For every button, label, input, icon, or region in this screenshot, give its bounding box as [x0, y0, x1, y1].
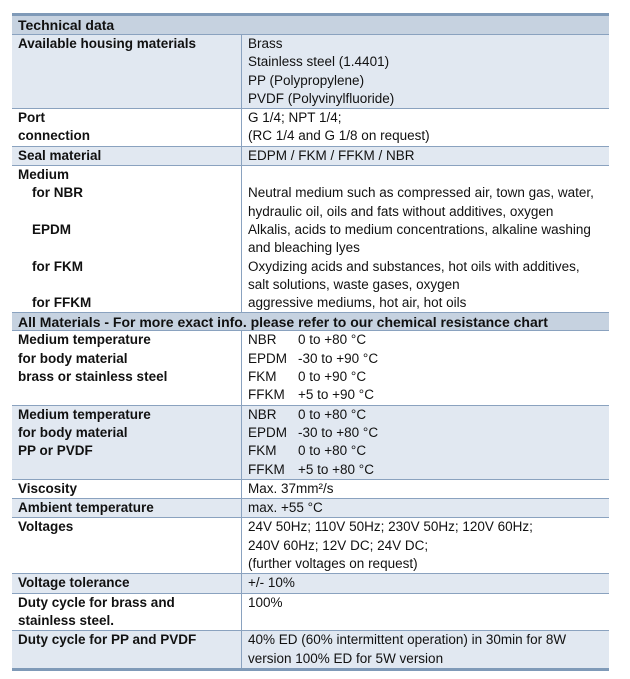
- row-tolerance: [12, 573, 609, 592]
- row-duty-brass: [12, 593, 609, 631]
- housing-values: Brass Stainless steel (1.4401) PP (Polypropylene) PVDF (Polyvinylfluoride): [248, 36, 395, 106]
- medium-labels: Medium for NBR EPDM for FKM for FFKM: [12, 166, 242, 312]
- row-seal: [12, 146, 609, 165]
- voltages-values: 24V 50Hz; 110V 50Hz; 230V 50Hz; 120V 60Hz; 240V 60Hz; 12V DC; 24V DC; (further voltages on request): [248, 519, 533, 572]
- duty-pp-values: 40% ED (60% intermittent operation) in 30min for 8W version 100% ED for 5W version: [248, 632, 567, 666]
- port-values: G 1/4; NPT 1/4; (RC 1/4 and G 1/8 on request): [248, 110, 430, 144]
- row-duty-pp: [12, 630, 609, 668]
- viscosity-value: Max. 37mm²/s: [248, 480, 334, 496]
- row-viscosity: [12, 479, 609, 498]
- technical-data-table: [12, 13, 609, 671]
- row-housing: [12, 34, 609, 108]
- viscosity-label: Viscosity: [12, 480, 242, 498]
- row-port: [12, 108, 609, 146]
- seal-value: EDPM / FKM / FFKM / NBR: [248, 147, 415, 163]
- row-ambient: [12, 498, 609, 517]
- duty-pp-label: Duty cycle for PP and PVDF: [12, 631, 242, 668]
- temp-brass-values: NBR 0 to +80 °C EPDM -30 to +90 °C FKM 0 to +90 °C FFKM +5 to +90 °C: [248, 332, 379, 403]
- ambient-label: Ambient temperature: [12, 499, 242, 517]
- housing-label: Available housing materials: [12, 35, 242, 108]
- row-voltages: [12, 517, 609, 573]
- bottom-rule: [12, 668, 609, 671]
- tolerance-label: Voltage tolerance: [12, 574, 242, 592]
- seal-label: Seal material: [12, 147, 242, 165]
- ambient-value: max. +55 °C: [248, 500, 323, 516]
- row-medium: [12, 165, 609, 312]
- row-temp-brass: [12, 330, 609, 404]
- medium-values: Neutral medium such as compressed air, town gas, water, hydraulic oil, oils and fats without additives, oxygen Alkalis, acids to medium concentrations, alkaline washing and bleaching lyes Oxydizing acids and substances, hot oils with additives, salt solutions, waste gases, oxygen aggressive mediums, hot air, hot oils: [248, 185, 594, 311]
- voltages-label: Voltages: [12, 518, 242, 573]
- temp-brass-label: Medium temperature for body material brass or stainless steel: [12, 331, 242, 404]
- duty-brass-label: Duty cycle for brass and stainless steel.: [12, 594, 242, 631]
- section2-title: All Materials - For more exact info. please refer to our chemical resistance chart: [12, 312, 609, 330]
- temp-pp-label: Medium temperature for body material PP or PVDF: [12, 406, 242, 479]
- temp-pp-values: NBR 0 to +80 °C EPDM -30 to +80 °C FKM 0 to +80 °C FFKM +5 to +80 °C: [248, 406, 379, 477]
- row-temp-pp: [12, 405, 609, 479]
- table-title: Technical data: [12, 16, 609, 34]
- duty-brass-value: 100%: [248, 594, 283, 610]
- tolerance-value: +/- 10%: [248, 575, 295, 591]
- port-label: Port connection: [12, 109, 242, 146]
